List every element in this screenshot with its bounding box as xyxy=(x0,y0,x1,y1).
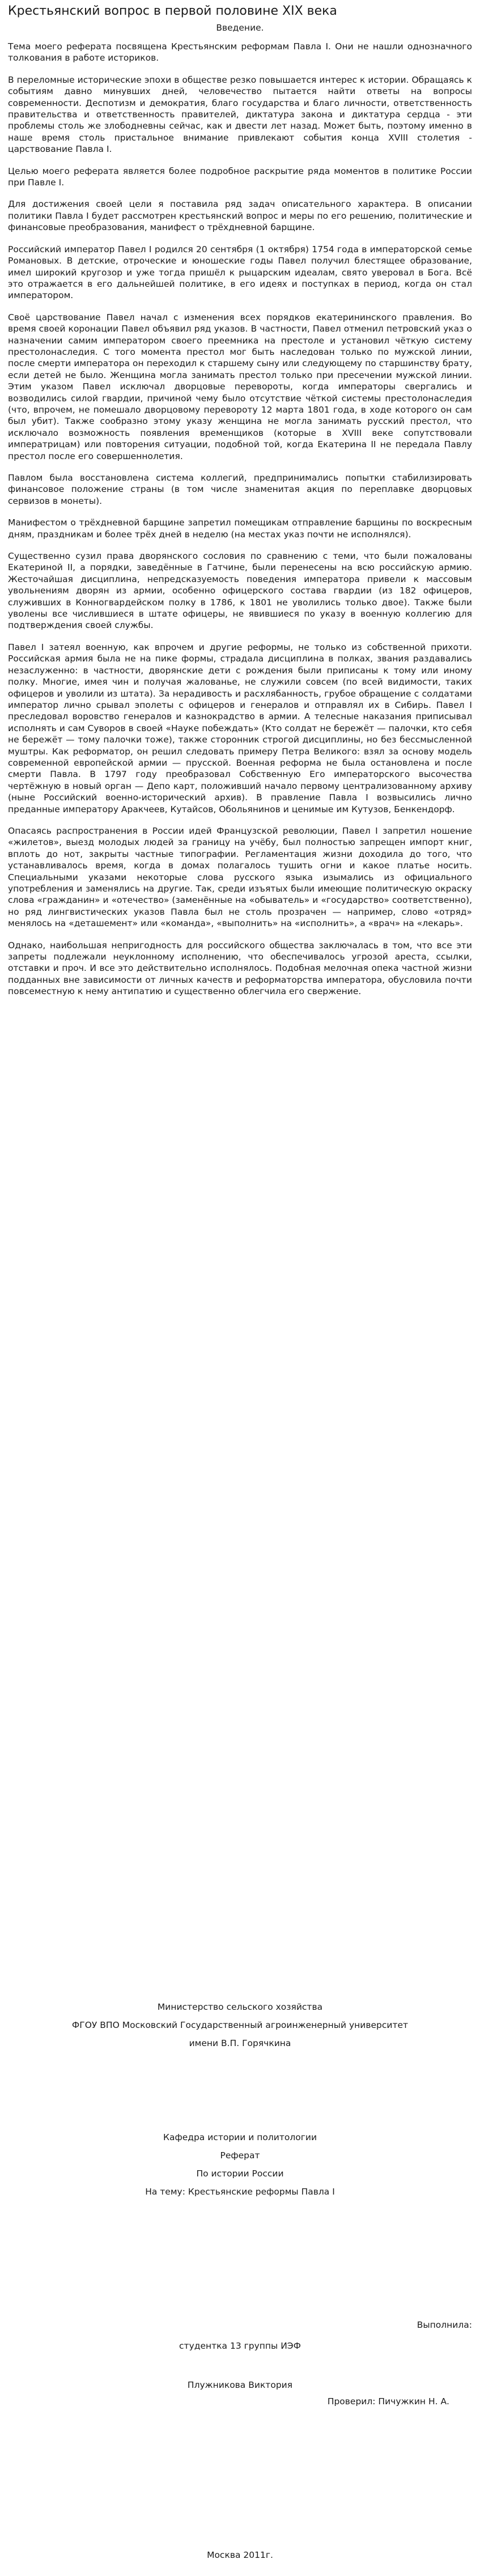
title-page xyxy=(8,0,472,2576)
paragraph-goal: Целью моего реферата является более подробное раскрытие ряда моментов в политике России при Павле I. xyxy=(8,165,472,188)
completed-by-label: Выполнила: xyxy=(417,2320,472,2330)
student-name: Плужникова Виктория xyxy=(187,2380,293,2390)
paragraph-military-reform: Павел I затеял военную, как впрочем и другие реформы, не только из собственной прихоти. Российская армия была не на пике формы, страдала дисциплина в полках, звания раздавались незаслуженно: в частности, дворянские дети с рождения были приписаны к тому или иному полку. Многие, имея чин и получая жалованье, не служили совсем (по всей видимости, таких офицеров и уволили из штата). За нерадивость и расхлябанность, грубое обращение с солдатами император лично срывал эполеты с офицеров и генералов и отправлял их в Сибирь. Павел I преследовал воровство генералов и казнокрадство в армии. А телесные наказания приписывал исполнять и сам Суворов в своей «Науке побеждать» (Кто солдат не бережёт — палочки, кто себя не бережёт — тому палочки тоже), также сторонник строгой дисциплины, но без бессмысленной муштры. Как реформатор, он решил следовать примеру Петра Великого: взял за основу модель современной европейской армии — прусской. Военная реформа не была остановлена и после смерти Павла. В 1797 году преобразовал Собственную Его императорского высочества чертёжную в новый орган — Депо карт, положивший начало первому централизованному архиву (ныне Российский военно-исторический архив). В правление Павла I возвысились лично преданные императору Аракчеев, Кутайсов, Обольянинов и ценимые им Кутузов, Бенкендорф. xyxy=(8,642,472,814)
paragraph-succession: Своё царствование Павел начал с изменения всех порядков екатерининского правления. Во время своей коронации Павел объявил ряд указов. В частности, Павел отменил петровский указ о назначении самим императором своего преемника на престоле и установил чёткую систему престолонаследия. С того момента престол мог быть наследован только по мужской линии, после смерти императора он переходил к старшему сыну или следующему по старшинству брату, если детей не было. Женщина могла занимать престол только при пресечении мужской линии. Этим указом Павел исключал дворцовые перевороты, когда императоры свергались и возводились силой гвардии, причиной чему было отсутствие чёткой системы престолонаследия (что, впрочем, не помешало дворцовому перевороту 12 марта 1801 года, в ходе которого он сам был убит). Также сообразно этому указу женщина не могла занимать русский престол, что исключало возможность появления временщиков (которые в XVIII веке сопутствовали императрицам) или повторения ситуации, подобной той, когда Екатерина II не передала Павлу престол после его совершеннолетия. xyxy=(8,312,472,461)
document-title: Крестьянский вопрос в первой половине XIX века xyxy=(8,4,337,18)
paragraph-conclusion: Однако, наибольшая непригодность для российского общества заключалась в том, что все эти запреты подлежали неуклонному исполнению, что обеспечивалось угрозой ареста, ссылки, отставки и проч. И все это действительно исполнялось. Подобная мелочная опека частной жизни подданных вне зависимости от личных качеств и реформаторства императора, обусловила почти повсеместную к нему антипатию и существенно облегчила его свержение. xyxy=(8,940,472,997)
topic-line: На тему: Крестьянские реформы Павла I xyxy=(145,2187,335,2197)
paragraph-barshchina: Манифестом о трёхдневной барщине запретил помещикам отправление барщины по воскресным дням, праздникам и более трёх дней в неделю (на местах указ почти не исполнялся). xyxy=(8,517,472,540)
paragraph-tasks: Для достижения своей цели я поставила ряд задач описательного характера. В описании политики Павла I будет рассмотрен крестьянский вопрос и меры по его решению, политические и финансовые преобразования, манифест о трёхдневной барщине. xyxy=(8,199,472,233)
work-type-line: Реферат xyxy=(220,2150,260,2161)
intro-heading: Введение. xyxy=(216,23,264,33)
paragraph-context: В переломные исторические эпохи в обществе резко повышается интерес к истории. Обращаясь к событиям давно минувших дней, человечество пытается найти ответы на вопросы современности. Деспотизм и демократия, благо государства и благо личности, ответственность правительства и ответственность правителей, диктатура закона и диктатура сердца - эти проблемы столь же злободневны сейчас, как и двести лет назад. Может быть, поэтому именно в наше время столь пристальное внимание привлекают события конца XVIII столетия - царствование Павла I. xyxy=(8,74,472,155)
named-after-line: имени В.П. Горячкина xyxy=(189,2038,291,2048)
checked-by: Проверил: Пичужкин Н. А. xyxy=(327,2396,449,2407)
student-group: студентка 13 группы ИЭФ xyxy=(179,2341,301,2351)
city-year: Москва 2011г. xyxy=(207,2550,273,2560)
university-line: ФГОУ ВПО Московский Государственный агроинженерный университет xyxy=(71,2020,409,2030)
subject-line: По истории России xyxy=(196,2168,284,2179)
paragraph-nobility: Существенно сузил права дворянского сословия по сравнению с теми, что были пожалованы Екатериной II, а порядки, заведённые в Гатчине, были перенесены на всю российскую армию. Жесточайшая дисциплина, непредсказуемость поведения императора привели к массовым увольнениям дворян из армии, особенно офицерского состава гвардии (из 182 офицеров, служивших в Конногвардейском полку в 1786, к 1801 не уволились только двое). Также были уволены все числившиеся в штате офицеры, не явившиеся по указу в военную коллегию для подтверждения своей службы. xyxy=(8,551,472,631)
paragraph-prohibitions: Опасаясь распространения в России идей Французской революции, Павел I запретил ношение «жилетов», выезд молодых людей за границу на учёбу, был полностью запрещен импорт книг, вплоть до нот, закрыты частные типографии. Регламентация жизни доходила до того, что устанавливалось время, когда в домах полагалось тушить огни и какое платье носить. Специальными указами некоторые слова русского языка изымались из официального употребления и заменялись на другие. Так, среди изъятых были имеющие политическую окраску слова «гражданин» и «отечество» (заменённые на «обыватель» и «государство» соответственно), но ряд лингвистических указов Павла был не столь прозрачен — например, слово «отряд» менялось на «деташемент» или «команда», «выполнить» на «исполнить», а «врач» на «лекарь». xyxy=(8,825,472,929)
paragraph-biography: Российский император Павел I родился 20 сентября (1 октября) 1754 года в императорской семье Романовых. В детские, отроческие и юношеские годы Павел получил блестящее образование, имел широкий кругозор и уже тогда пришёл к рыцарским идеалам, свято уверовал в Бога. Всё это отражается в его дальнейшей политике, в его идеях и поступках в период, когда он стал императором. xyxy=(8,244,472,301)
department-line: Кафедра истории и политологии xyxy=(163,2132,317,2142)
paragraph-collegia: Павлом была восстановлена система коллегий, предпринимались попытки стабилизировать финансовое положение страны (в том числе знаменитая акция по переплавке дворцовых сервизов в монеты). xyxy=(8,473,472,506)
ministry-line: Министерство сельского хозяйства xyxy=(157,2002,323,2012)
paragraph-topic: Тема моего реферата посвящена Крестьянским реформам Павла I. Они не нашли однозначного толкования в работе историков. xyxy=(8,41,472,63)
